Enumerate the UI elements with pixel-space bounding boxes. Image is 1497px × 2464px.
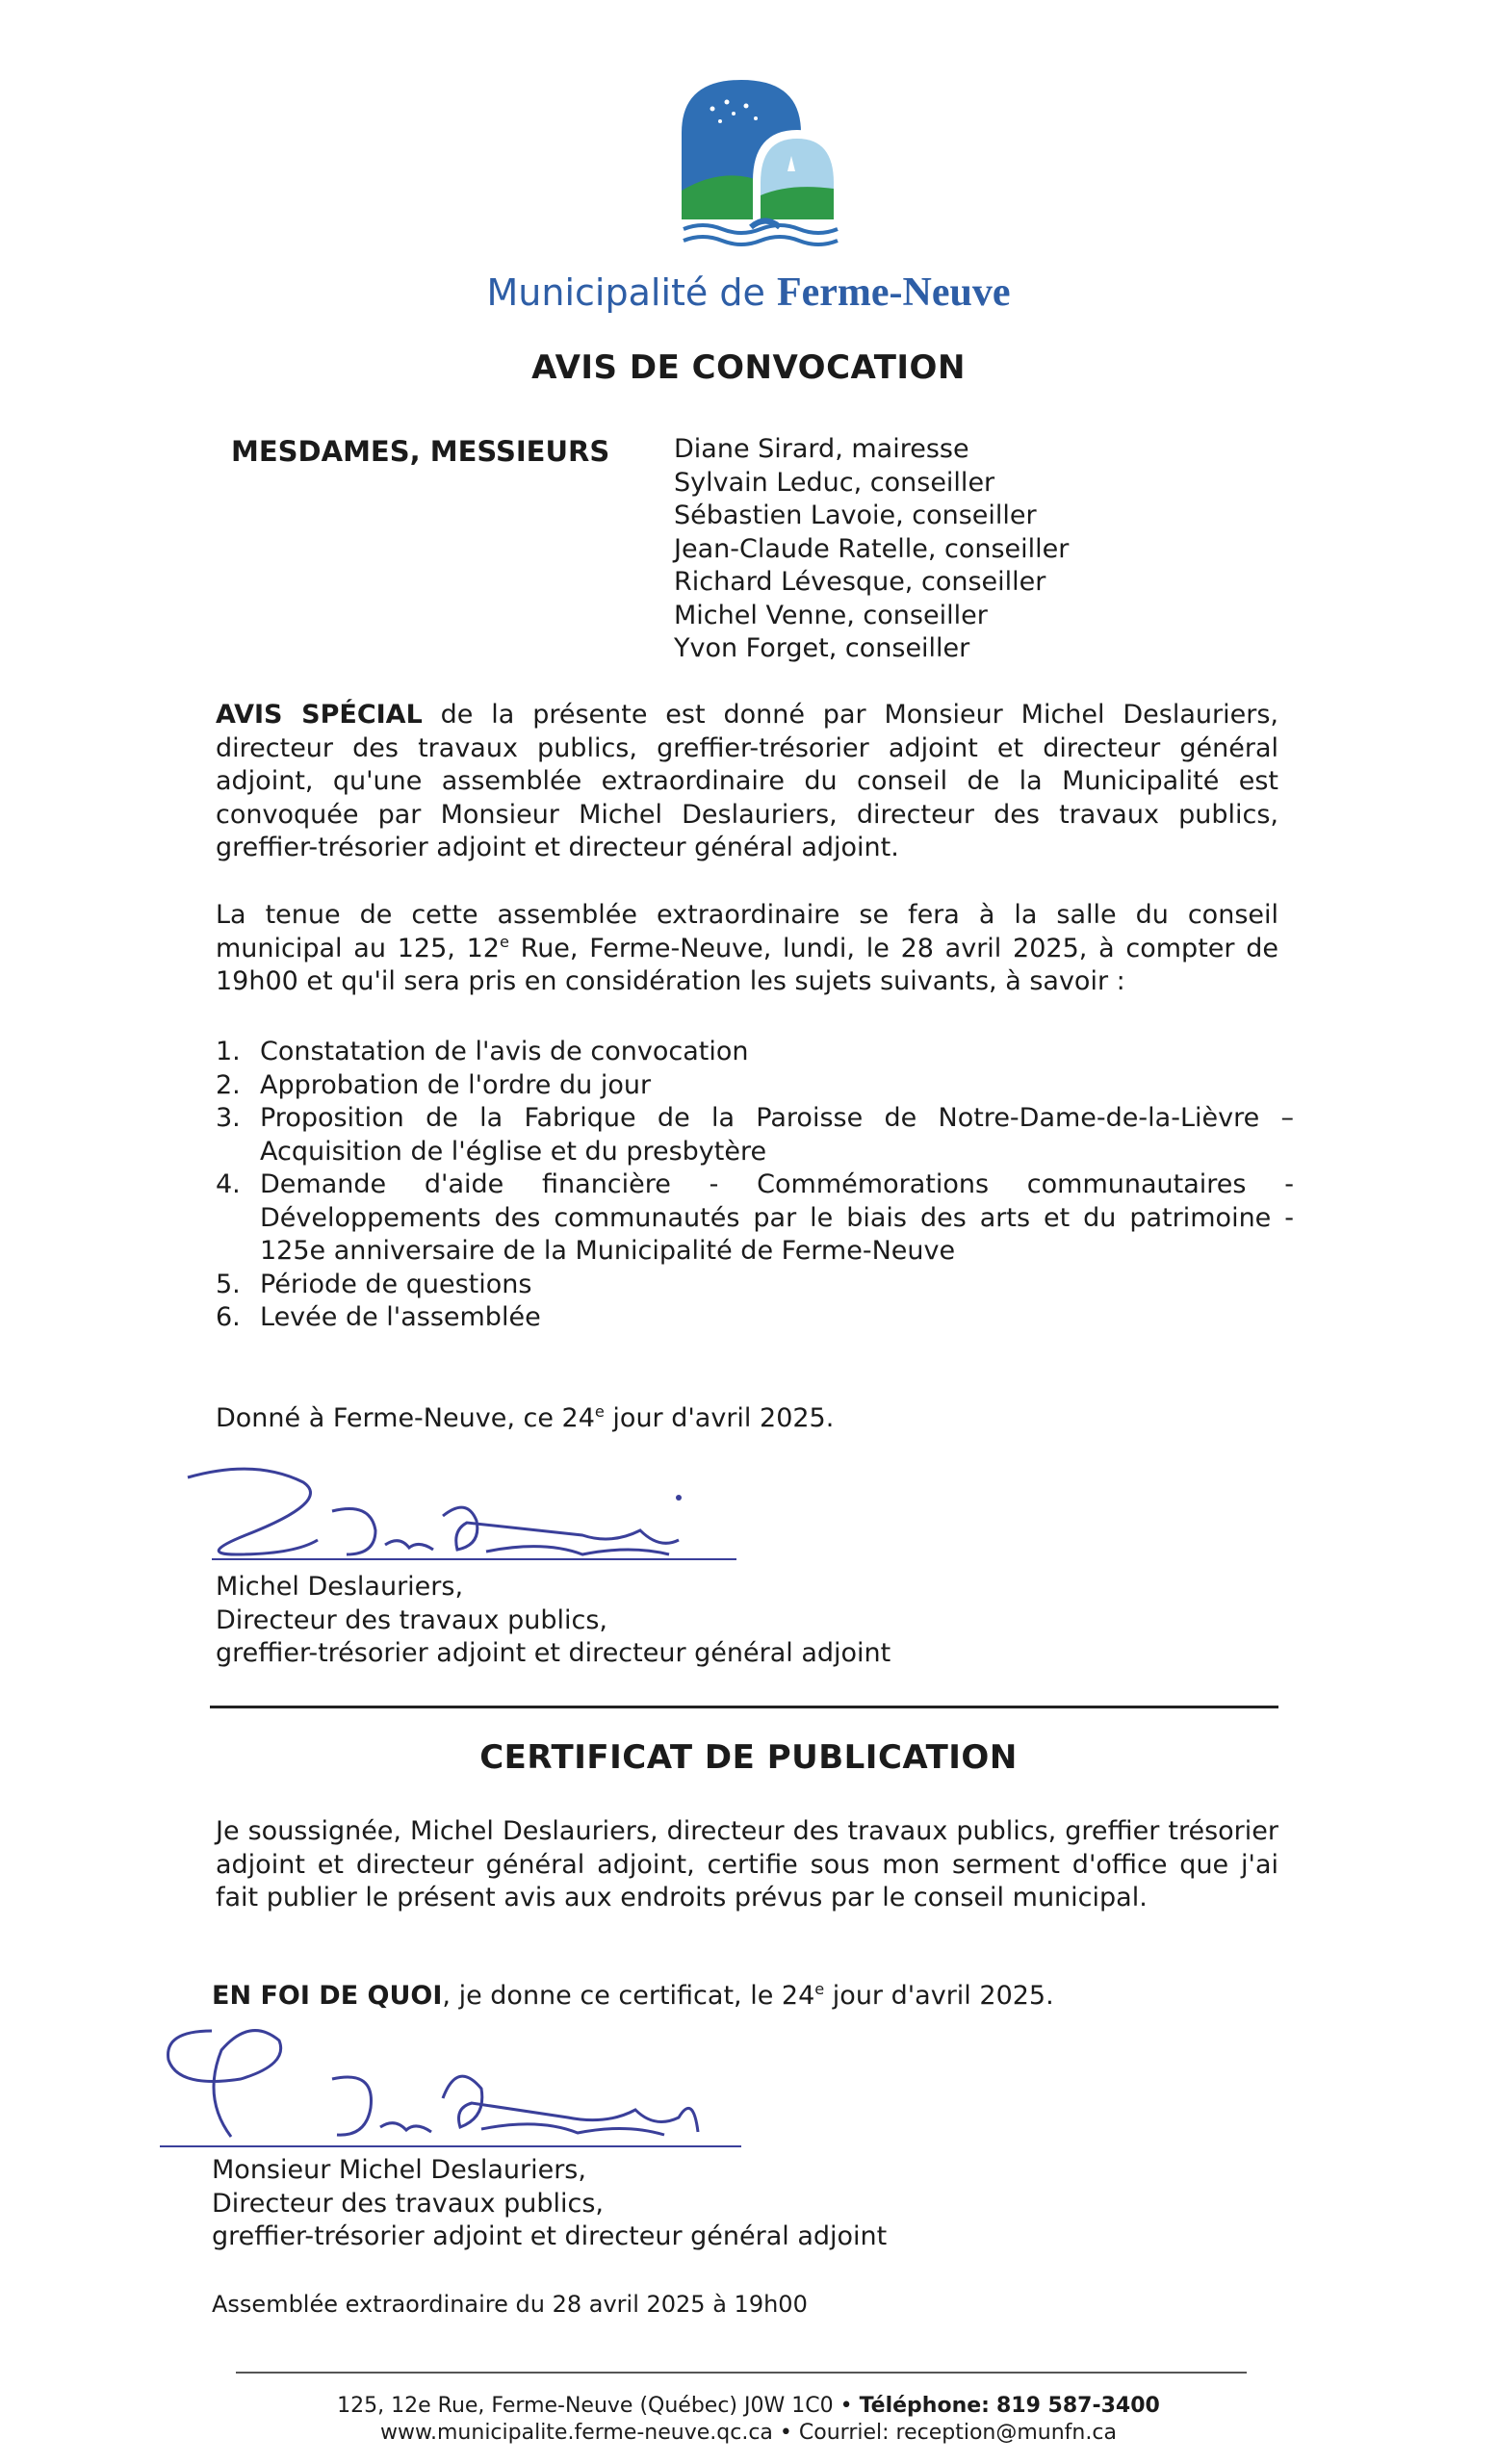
municipality-title [0,270,1497,316]
salutation: MESDAMES, MESSIEURS [231,435,610,468]
municipality-logo [674,75,847,258]
agenda-item [216,1269,1294,1302]
agenda-number: 5. [216,1269,241,1299]
signatory-2-name: Monsieur Michel Deslauriers, [212,2155,586,2185]
footer-line-1 [0,2393,1497,2420]
agenda-list [216,1036,1294,1335]
agenda-item [216,1102,1294,1168]
agenda-number: 6. [216,1302,241,1332]
footer-email[interactable]: reception@munfn.ca [895,2421,1117,2445]
council-member: Sylvain Leduc, conseiller [674,467,995,498]
footer-divider [236,2372,1247,2374]
meeting-note: Assemblée extraordinaire du 28 avril 2025 à 19h00 [212,2291,808,2318]
council-member: Richard Lévesque, conseiller [674,567,1046,597]
signatory-1-title-2: greffier-trésorier adjoint et directeur général adjoint [216,1638,891,1668]
signatory-2-title-2: greffier-trésorier adjoint et directeur général adjoint [212,2221,888,2251]
footer-address: 125, 12e Rue, Ferme-Neuve (Québec) J0W 1C0 [337,2394,834,2418]
document-title: AVIS DE CONVOCATION [531,348,966,387]
footer-email-label: Courriel: [798,2421,890,2445]
council-member: Michel Venne, conseiller [674,600,988,630]
footer-bullet: • [779,2421,792,2445]
municipality-name: Ferme-Neuve [776,270,1011,315]
notice-lead: AVIS SPÉCIAL [216,700,423,730]
agenda-text: Demande d'aide financière - Commémorations communautaires - Développements des communautés par le biais des arts et du patrimoine - 125e anniversaire de la Municipalité de Ferme-Neuve [260,1169,1294,1266]
certificate-body: Je soussignée, Michel Deslauriers, directeur des travaux publics, greffier trésorier adjoint et directeur général adjoint, certifie sous mon serment d'office que j'ai fait publier le présent avis aux endroits prévus par le conseil municipal. [216,1816,1278,1912]
agenda-item [216,1069,1294,1103]
signature-1 [178,1463,756,1569]
given-date [216,1403,834,1433]
agenda-number: 3. [216,1103,241,1133]
signatory-1-name: Michel Deslauriers, [216,1572,464,1602]
notice-body: de la présente est donné par Monsieur Michel Deslauriers, directeur des travaux publics, greffier-trésorier adjoint et directeur général adjoint, qu'une assemblée extraordinaire du conseil de la Municipalité est convoquée par Monsieur Michel Deslauriers, directeur des travaux publics, greffier-trésorier adjoint et directeur général adjoint. [216,700,1278,862]
agenda-text: Levée de l'assemblée [260,1302,541,1332]
footer-website[interactable]: www.municipalite.ferme-neuve.qc.ca [380,2421,773,2445]
council-members-list [674,433,1069,666]
meeting-text-2: Rue, Ferme-Neuve, lundi, le 28 avril 2025, à compter de 19h00 et qu'il sera pris en considération les sujets suivants, à savoir : [216,933,1278,996]
certificate-title: CERTIFICAT DE PUBLICATION [479,1738,1018,1777]
agenda-text: Approbation de l'ordre du jour [260,1069,652,1100]
given-sup: e [594,1402,605,1421]
signature-2 [154,2021,751,2156]
agenda-item [216,1036,1294,1069]
municipality-prefix: Municipalité de [486,271,765,314]
agenda-number: 1. [216,1037,241,1066]
agenda-text: Proposition de la Fabrique de la Paroisse de Notre-Dame-de-la-Lièvre – Acquisition de l'église et du presbytère [260,1103,1294,1167]
footer-bullet: • [839,2394,853,2418]
council-member: Sébastien Lavoie, conseiller [674,500,1037,530]
signatory-1-block [216,1571,890,1671]
agenda-item [216,1301,1294,1335]
agenda-number: 4. [216,1169,241,1199]
agenda-number: 2. [216,1069,241,1100]
footer-phone: 819 587-3400 [995,2394,1160,2418]
section-divider [210,1706,1278,1708]
faith-lead: EN FOI DE QUOI [212,1981,443,2011]
meeting-paragraph [216,899,1278,999]
council-member: Jean-Claude Ratelle, conseiller [674,533,1070,564]
faith-text-1: , je donne ce certificat, le 24 [442,1981,815,2011]
notice-paragraph [216,699,1278,865]
meeting-text-1: La tenue de cette assemblée extraordinaire se fera à la salle du conseil municipal au 125, 12 [216,900,1278,963]
agenda-item [216,1168,1294,1269]
meeting-sup: e [499,932,509,951]
signatory-2-block [212,2154,887,2254]
council-member: Diane Sirard, mairesse [674,434,969,464]
faith-sup: e [814,1980,825,1998]
agenda-text: Constatation de l'avis de convocation [260,1037,749,1066]
signatory-2-title: Directeur des travaux publics, [212,2188,604,2219]
agenda-text: Période de questions [260,1269,532,1299]
footer-phone-label: Téléphone: [859,2394,990,2418]
given-text-1: Donné à Ferme-Neuve, ce 24 [216,1403,595,1433]
given-text-2: jour d'avril 2025. [604,1403,835,1433]
footer [0,2393,1497,2447]
footer-line-2 [0,2420,1497,2447]
signatory-1-title: Directeur des travaux publics, [216,1604,607,1635]
faith-text-2: jour d'avril 2025. [824,1981,1054,2011]
council-member: Yvon Forget, conseiller [674,633,970,663]
certificate-faith [212,1981,1054,2011]
